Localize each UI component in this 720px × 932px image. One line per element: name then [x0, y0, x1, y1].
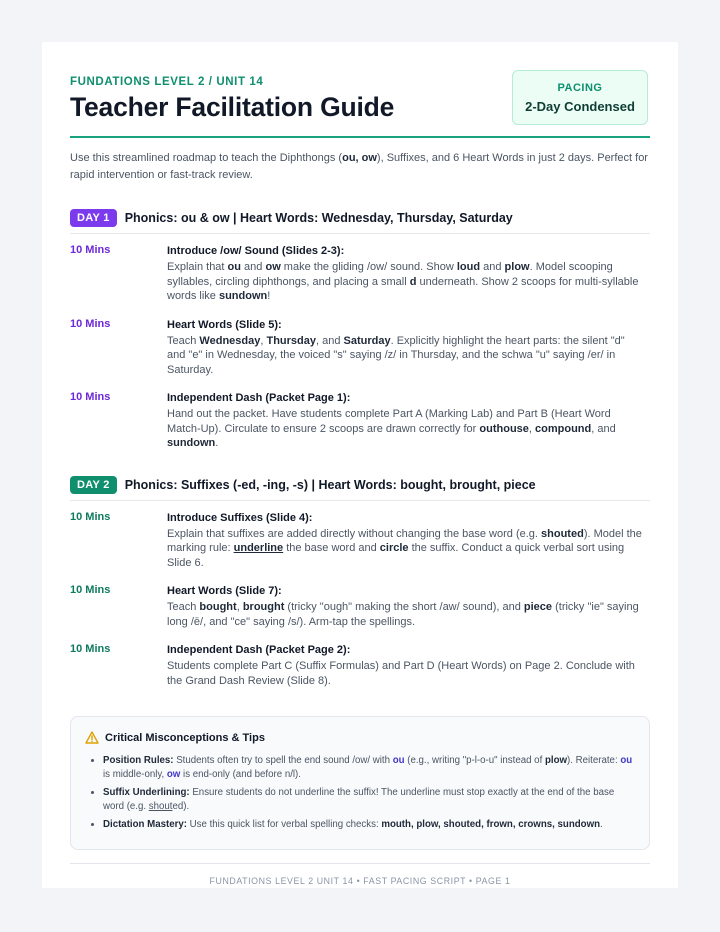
- intro-text: Use this streamlined roadmap to teach the Diphthongs (: [70, 152, 343, 164]
- warning-icon: [85, 731, 99, 744]
- tip-item: • Suffix Underlining: Ensure students do not underline the suffix! The underline must stop exactly at the end of the base word (e.g. shouted).: [103, 786, 635, 814]
- tips-list: [85, 754, 635, 832]
- duration-label: 10 Mins: [70, 391, 111, 403]
- activity: [167, 584, 643, 629]
- activity: [167, 643, 643, 688]
- activity-description: Hand out the packet. Have students complete Part A (Marking Lab) and Part B (Heart Word Match-Up). Circulate to ensure 2 scoops are drawn correctly for outhouse, compound, and sundown.: [167, 408, 616, 449]
- activity-title: Introduce /ow/ Sound (Slides 2-3):: [167, 245, 345, 257]
- activity-title: Independent Dash (Packet Page 2):: [167, 644, 351, 656]
- day1-schedule: [70, 244, 650, 451]
- activity-title: Independent Dash (Packet Page 1):: [167, 392, 351, 404]
- intro-paragraph: [70, 150, 660, 184]
- tip-item: • Position Rules: Students often try to spell the end sound /ow/ with ou (e.g., writing "p-l-o-u" instead of plow). Reiterate: ou is middle-only, ow is end-only (and before n/l).: [103, 754, 635, 782]
- pacing-label: PACING: [557, 82, 603, 94]
- tips-title: Critical Misconceptions & Tips: [105, 731, 265, 744]
- unit-kicker: FUNDATIONS LEVEL 2 / UNIT 14: [70, 76, 264, 88]
- activity-description: Students complete Part C (Suffix Formulas) and Part D (Heart Words) on Page 2. Conclude with the Grand Dash Review (Slide 8).: [167, 660, 635, 687]
- schedule-row: [70, 391, 650, 451]
- activity-title: Introduce Suffixes (Slide 4):: [167, 511, 313, 524]
- activity-title: Heart Words (Slide 7):: [167, 585, 282, 597]
- tip-item: • Dictation Mastery: Use this quick list for verbal spelling checks: mouth, plow, shouted, frown, crowns, sundown.: [103, 818, 635, 832]
- activity-title: Heart Words (Slide 5):: [167, 318, 282, 331]
- schedule-row: [70, 244, 650, 304]
- duration-label: 10 Mins: [70, 510, 111, 523]
- pacing-value: 2-Day Condensed: [525, 99, 635, 114]
- day1-title: Phonics: ou & ow | Heart Words: Wednesday, Thursday, Saturday: [124, 211, 513, 225]
- day2-schedule: [70, 511, 650, 689]
- intro-text: ), Suffixes, and 6 Heart Words in just 2 days. Perfect for rapid intervention or fast-track review.: [70, 152, 648, 181]
- page-footer: FUNDATIONS LEVEL 2 UNIT 14 • FAST PACING SCRIPT • PAGE 1: [209, 876, 511, 886]
- header-divider: [70, 136, 650, 138]
- activity-description: Teach Wednesday, Thursday, and Saturday. Explicitly highlight the heart parts: the silent "d" and "e" in Wednesday, the voiced "s" saying /z/ in Thursday, and the schwa "u" saying /er/ in Saturday.: [167, 334, 625, 376]
- activity: [167, 318, 643, 378]
- schedule-row: [70, 318, 650, 378]
- day1-header: [70, 209, 650, 234]
- guide-page: [42, 42, 678, 888]
- footer-divider: [70, 863, 650, 864]
- activity-description: Teach bought, brought (tricky "ough" making the short /aw/ sound), and piece (tricky "ie" saying long /ē/, and "ce" saying /s/). Arm-tap the spellings.: [167, 601, 639, 628]
- schedule-row: [70, 584, 650, 629]
- pacing-badge: [512, 70, 648, 125]
- tips-header: [85, 731, 635, 744]
- intro-keyword: ou, ow: [342, 152, 377, 164]
- tips-box: [70, 716, 650, 850]
- duration-label: 10 Mins: [70, 317, 111, 330]
- activity: [167, 511, 643, 571]
- day2-badge: DAY 2: [70, 476, 117, 494]
- activity: [167, 391, 643, 451]
- duration-label: 10 Mins: [70, 244, 111, 256]
- schedule-row: [70, 511, 650, 571]
- duration-label: 10 Mins: [70, 584, 111, 596]
- activity-description: Explain that suffixes are added directly without changing the base word (e.g. shouted). Model the marking rule: underline the base word and circle the suffix. Conduct a quick verbal sort using Slide 6.: [167, 527, 642, 569]
- schedule-row: [70, 643, 650, 688]
- page-title: Teacher Facilitation Guide: [70, 92, 395, 122]
- activity: [167, 244, 643, 304]
- day2-header: [70, 476, 650, 501]
- day1-badge: DAY 1: [70, 209, 117, 227]
- day2-title: Phonics: Suffixes (-ed, -ing, -s) | Heart Words: bought, brought, piece: [124, 477, 536, 492]
- duration-label: 10 Mins: [70, 643, 111, 655]
- page-header: [70, 76, 650, 136]
- activity-description: Explain that ou and ow make the gliding /ow/ sound. Show loud and plow. Model scooping syllables, circling diphthongs, and placing a small d underneath. Show 2 scoops for multi-syllable words like sundown!: [167, 261, 639, 302]
